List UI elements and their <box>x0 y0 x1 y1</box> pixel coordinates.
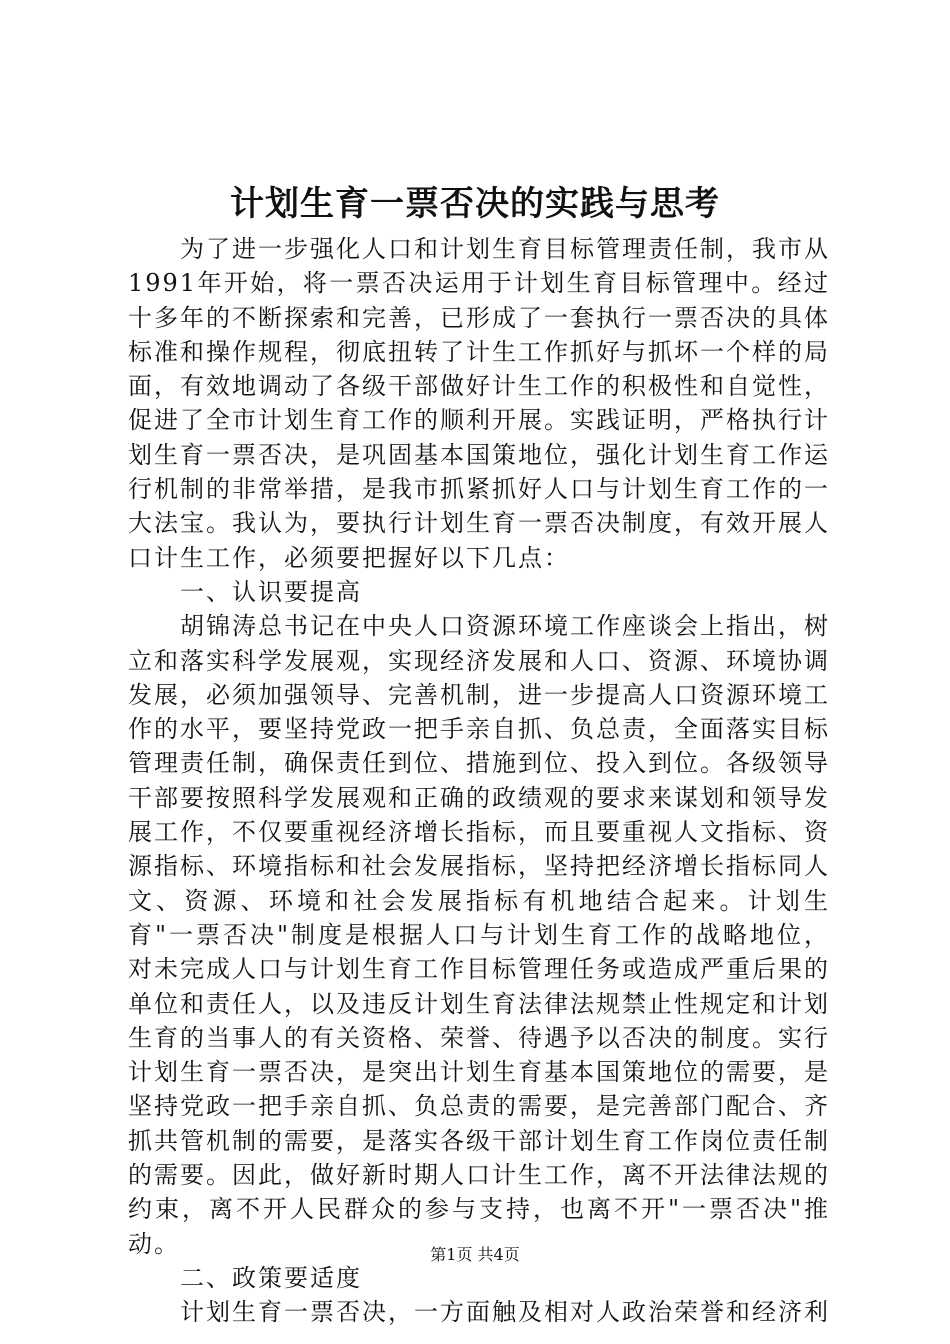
document-body <box>128 232 830 1330</box>
section-heading-2: 二、政策要适度 <box>180 1263 362 1292</box>
page-footer: 第1页 共4页 <box>430 1245 520 1264</box>
paragraph-section-1: 胡锦涛总书记在中央人口资源环境工作座谈会上指出，树立和落实科学发展观，实现经济发展和人口、资源、环境协调发展，必须加强领导、完善机制，进一步提高人口资源环境工作的水平，要坚持党政一把手亲自抓、负总责，全面落实目标管理责任制，确保责任到位、措施到位、投入到位。各级领导干部要按照科学发展观和正确的政绩观的要求来谋划和领导发展工作，不仅要重视经济增长指标，而且要重视人文指标、资源指标、环境指标和社会发展指标，坚持把经济增长指标同人文、资源、环境和社会发展指标有机地结合起来。计划生育"一票否决"制度是根据人口与计划生育工作的战略地位，对未完成人口与计划生育工作目标管理任务或造成严重后果的单位和责任人，以及违反计划生育法律法规禁止性规定和计划生育的当事人的有关资格、荣誉、待遇予以否决的制度。实行计划生育一票否决，是突出计划生育基本国策地位的需要，是坚持党政一把手亲自抓、负总责的需要，是完善部门配合、齐抓共管机制的需要，是落实各级干部计划生育工作岗位责任制的需要。因此，做好新时期人口计生工作，离不开法律法规的约束，离不开人民群众的参与支持，也离不开"一票否决"推动。 <box>128 612 830 1258</box>
section-heading-1: 一、认识要提高 <box>180 577 362 606</box>
document-title: 计划生育一票否决的实践与思考 <box>230 184 720 224</box>
paragraph-section-2: 计划生育一票否决，一方面触及相对人政治荣誉和经济利 <box>180 1298 830 1327</box>
paragraph-intro: 为了进一步强化人口和计划生育目标管理责任制，我市从1991年开始，将一票否决运用于计划生育目标管理中。经过十多年的不断探索和完善，已形成了一套执行一票否决的具体标准和操作规程，彻底扭转了计生工作抓好与抓坏一个样的局面，有效地调动了各级干部做好计生工作的积极性和自觉性，促进了全市计划生育工作的顺利开展。实践证明，严格执行计划生育一票否决，是巩固基本国策地位，强化计划生育工作运行机制的非常举措，是我市抓紧抓好人口与计划生育工作的一大法宝。我认为，要执行计划生育一票否决制度，有效开展人口计生工作，必须要把握好以下几点： <box>128 235 830 572</box>
